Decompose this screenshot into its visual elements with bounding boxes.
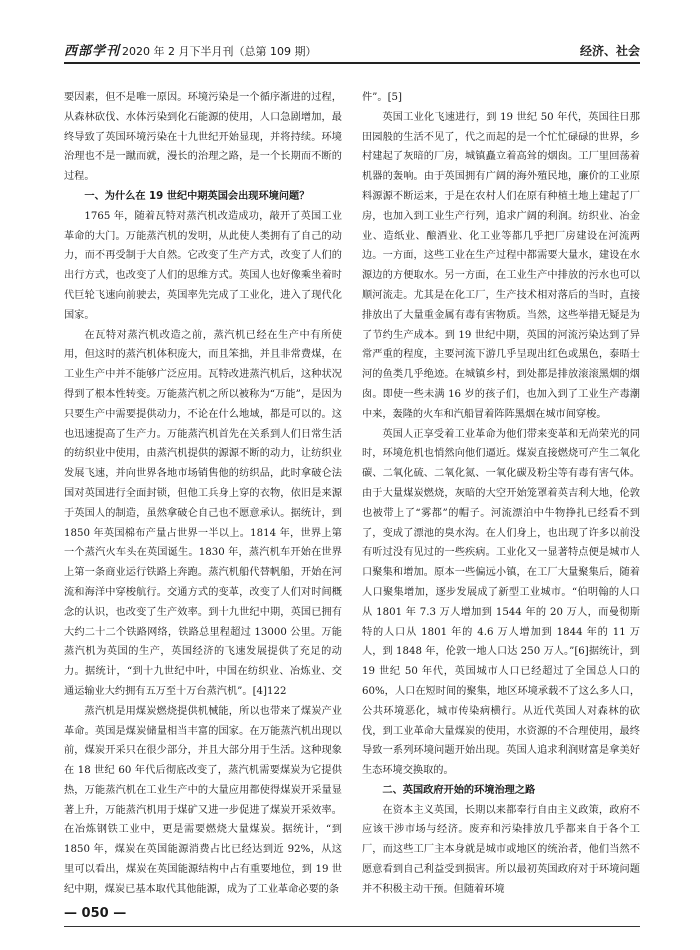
section-tag: 经济、社会 [579, 44, 640, 58]
header-left [64, 40, 317, 62]
journal-name: 西部学刊 [64, 44, 121, 59]
section-heading: 二、英国政府开始的环境治理之路 [382, 784, 536, 796]
issue-info: 2020 年 2 月下半月刊（总第 109 期） [122, 45, 317, 58]
section-heading: 一、为什么在 19 世纪中期英国会出现环境问题？ [84, 190, 310, 202]
right-column [362, 88, 640, 900]
body-paragraph: 1765 年，随着瓦特对蒸汽机改造成功，敲开了英国工业革命的大门。万能蒸汽机的发明，从此使人类拥有了自己的动力，而不再受制于大自然。它改变了生产方式，改变了人们的出行方式，也改变了人们的思维方式。英国人也好像乘坐着时代巨轮飞速向前驶去，英国率先完成了工业化，进入了现代化国家。 [64, 210, 342, 321]
footer-rule [64, 926, 640, 927]
body-paragraph: 在资本主义英国，长期以来都奉行自由主义政策，政府不应该干涉市场与经济。废弃和污染排放几乎都来自于各个工厂，而这些工厂主本身就是城市或地区的统治者，他们当然不愿意看到自己利益受到损害。所以最初英国政府对于环境问题并不积极主动干预。但随着环境 [362, 804, 640, 895]
left-column [64, 88, 342, 900]
body-paragraph: 英国工业化飞速进行，到 19 世纪 50 年代，英国往日那田园般的生活不见了，代之而起的是一个忙忙碌碌的世界，乡村建起了灰暗的厂房，城镇矗立着高耸的烟囱。工厂里回荡着机器的轰响。由于英国拥有广阔的海外殖民地，廉价的工业原料源源不断运来，于是在农村人们在原有种植土地上建起了厂房，也加入到工业生产行列，追求广阔的利润。纺织业、冶金业、造纸业、酿酒业、化工业等都几乎把厂房建设在河流两边。一方面，这些工业在生产过程中都需要大量水，建设在水源边的方便取水。另一方面，在工业生产中排放的污水也可以顺河流走。尤其是在化工厂，生产技术相对落后的当时，直接排放出了大量重金属有毒有害物质。当然，这些举措无疑是为了节约生产成本。到 19 世纪中期，英国的河流污染达到了异常严重的程度，主要河流下游几乎呈现出红色或黑色，泰晤士河的鱼类几乎绝迹。在城镇乡村，到处都是排放滚滚黑烟的烟囱。即使一些未满 16 岁的孩子们，也加入到了工业生产毒潮中来，轰隆的火车和汽船冒着阵阵黑烟在城市间穿梭。 [362, 111, 640, 420]
page-number: — 050 — [64, 906, 127, 921]
body-paragraph: 蒸汽机是用煤炭燃烧提供机械能，所以也带来了煤炭产业革命。英国是煤炭储量相当丰富的国家。在万能蒸汽机出现以前，煤炭开采只在很少部分，并且大部分用于生活。这种现象在 18 世纪 60 年代后彻底改变了，蒸汽机需要煤炭为它提供热，万能蒸汽机在工业生产中的大量应用都使得煤炭开采量显著上升，万能蒸汽机用于煤矿又进一步促进了煤炭开采效率。在冶炼钢铁工业中，更是需要燃烧大量煤炭。据统计，“到 1850 年，煤炭在英国能源消费占比已经达到近 92%，从这里可以看出，煤炭在英国能源结构中占有重要地位，到 19 世纪中期，煤炭已基本取代其他能源，成为了工业革命必要的条 [64, 705, 342, 895]
page-header [64, 28, 640, 64]
body-paragraph: 英国人正享受着工业革命为他们带来变革和无尚荣光的同时，环境危机也悄然向他们逼近。煤炭直接燃烧可产生二氧化碳、二氧化硫、二氧化氮、一氧化碳及粉尘等有毒有害气体。由于大量煤炭燃烧，灰暗的大空开始笼罩着英吉利大地，伦敦也被带上了“雾都”的帽子。河流漂泊中牛物挣扎已经看不到了，变成了漂池的臭水沟。在人们身上，也出现了许多以前没有听过没有见过的一些疾病。工业化又一显著特点便是城市人口聚集和增加。原本一些偏远小镇，在工厂大量聚集后，随着人口聚集增加，逐步发展成了新型工业城市。“伯明翰的人口从 1801 年 7.3 万人增加到 1544 年的 20 万人，而曼彻斯特的人口从 1801 年的 4.6 万人增加到 1844 年的 11 万人，到 1848 年，伦敦一地人口达 250 万人。”[6]据统计，到 19 世纪 50 年代，英国城市人口已经超过了全国总人口的 60%，人口在短时间的聚集，地区环境承载不了这么多人口，公共环境恶化，城市传染病横行。从近代英国人对森林的砍伐，到工业革命大量煤炭的使用，水资源的不合理使用，最终导致一系列环境问题开始出现。英国人追求利润财富是拿美好生态环境交换取的。 [362, 428, 640, 777]
body-paragraph: 在瓦特对蒸汽机改造之前，蒸汽机已经在生产中有所使用，但这时的蒸汽机体积庞大，而且笨拙，并且非常费煤，在工业生产中并不能够广泛应用。瓦特改进蒸汽机后，这种状况得到了根本性转变。万能蒸汽机之所以被称为“万能”，是因为只要生产中需要提供动力，不论在什么地域，都是可以的。这也迅速提高了生产力。万能蒸汽机首先在关系到人们日常生活的纺织业中使用，由蒸汽机提供的源源不断的动力，让纺织业发展飞速，并向世界各地市场销售他的纺织品，此时拿破仑法国对英国进行全面封锁，但他工兵身上穿的衣物，依旧是来源于英国人的制造，虽然拿破仑自己也不愿意承认。据统计，到 1850 年英国棉布产量占世界一半以上。1814 年，世界上第一个蒸汽火车头在英国诞生。1830 年，蒸汽机车开始在世界上第一条商业运行铁路上奔跑。蒸汽机船代替帆船，开始在河流和海洋中穿梭航行。交通方式的变革，改变了人们对时间概念的认识，也改变了生产效率。到十九世纪中期，英国已拥有大约二十二个铁路网络，铁路总里程超过 13000 公里。万能蒸汽机为英国的生产，英国经济的飞速发展提供了充足的动力。据统计，“到十九世纪中叶，中国在纺织业、冶炼业、交通运输业大约拥有五万至十万台蒸汽机”。[4]122 [64, 329, 342, 697]
body-paragraph: 件”。[5] [362, 92, 403, 103]
body-paragraph: 要因素，但不是唯一原因。环境污染是一个循序渐进的过程，从森林砍伐、水体污染到化石能源的使用，人口急剧增加，最终导致了英国环境污染在十九世纪开始显现，并将持续。环境治理也不是一蹴而就，漫长的治理之路，是一个长期而不断的过程。 [64, 92, 342, 183]
